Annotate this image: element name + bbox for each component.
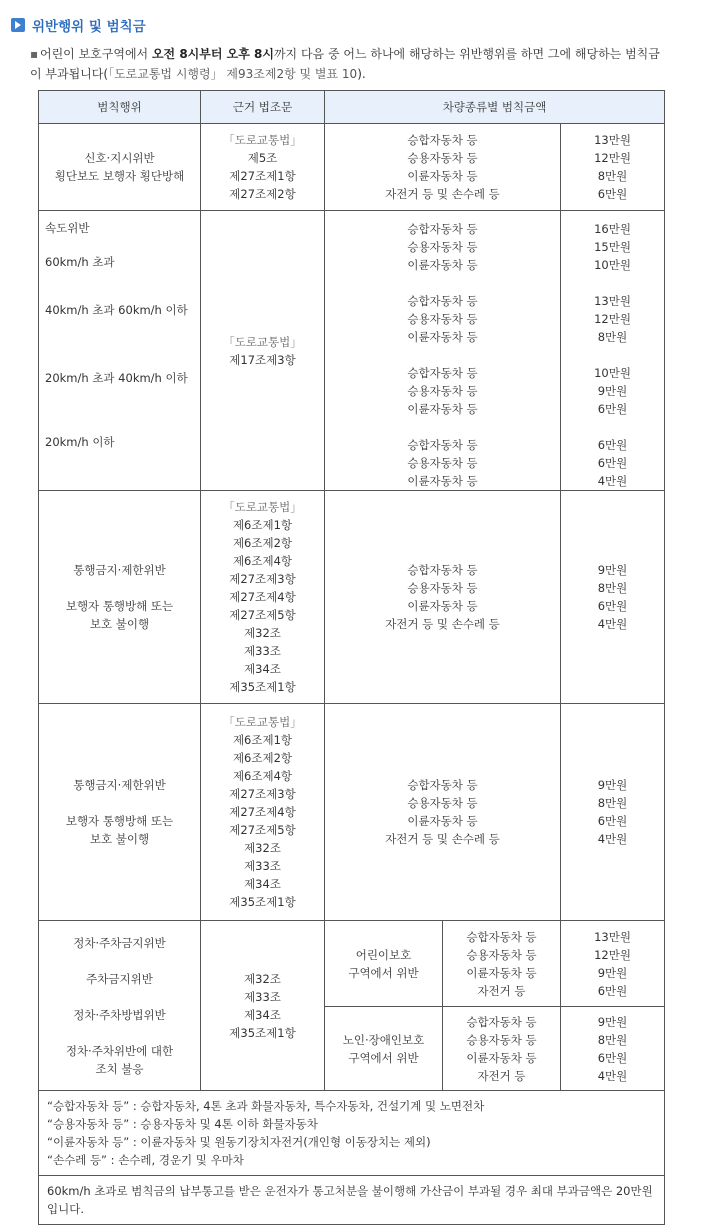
fine-amount: 8만원 [597,581,628,595]
law-article: 제35조제1항 [229,680,296,694]
intro-paragraph [30,44,670,84]
law-article: 제27조제2항 [229,187,296,201]
fine-amount: 13만원 [594,133,631,147]
law-article: 제27조제4항 [229,805,296,819]
vehicle-type: 승합자동차 등 [407,778,478,792]
law-title: 「도로교통법」 [223,715,302,729]
vehicle-type: 승합자동차 등 [407,563,478,577]
law-cell [201,211,325,491]
zone-cell [325,1007,443,1091]
vehicle-cell [325,124,561,211]
law-article: 제27조제1항 [229,169,296,183]
law-article: 제33조 [244,859,281,873]
fine-amount: 12만원 [594,947,631,962]
fines-table [38,90,665,1225]
intro-text: ). [357,67,366,81]
law-article: 제34조 [244,1007,281,1022]
law-article: 제34조 [244,877,281,891]
vehicle-type: 승용자동차 등 [466,1032,537,1047]
act-cell [39,921,201,1091]
fine-amount: 9만원 [597,563,628,577]
zone-text: 어린이보호 [355,947,412,962]
vehicle-type: 승용자동차 등 [466,947,537,962]
vehicle-type: 이륜자동차 등 [466,1050,537,1065]
fine-amount: 13만원 [594,294,631,308]
header-law: 근거 법조문 [201,91,325,124]
vehicle-type: 이륜자동차 등 [407,599,478,613]
footer-note-row [39,1176,665,1225]
fine-cell [561,211,665,491]
vehicle-type: 자전거 등 및 손수레 등 [385,187,500,201]
zone-cell [325,921,443,1007]
law-article: 제6조제4항 [232,554,293,568]
law-article: 제32조 [244,971,281,986]
vehicle-type: 승합자동차 등 [466,929,537,944]
table-row [39,704,665,921]
fine-amount: 9만원 [597,1014,628,1029]
fine-cell [561,1007,665,1091]
vehicle-cell [325,491,561,704]
vehicle-cell [443,921,561,1007]
fine-cell [561,704,665,921]
zone-text: 구역에서 위반 [348,965,419,980]
vehicle-type: 이륜자동차 등 [407,402,478,416]
act-cell [39,211,201,491]
definitions-row [39,1091,665,1176]
act-text: 40km/h 초과 60km/h 이하 [45,303,188,317]
act-text: 보행자 통행방해 또는 [65,599,174,613]
law-article: 제35조제1항 [229,895,296,909]
vehicle-type: 자전거 등 및 손수레 등 [385,832,500,846]
law-title: 「도로교통법」 [223,334,302,349]
section-title-row [11,14,146,36]
fine-amount: 13만원 [594,929,631,944]
vehicle-type: 승합자동차 등 [407,366,478,380]
law-article: 제6조제2항 [232,751,293,765]
table-row [39,921,665,1007]
header-act: 범칙행위 [39,91,201,124]
law-article: 제6조제1항 [232,518,293,532]
fine-amount: 4만원 [597,474,628,488]
fine-amount: 15만원 [594,240,631,254]
fine-amount: 6만원 [597,814,628,828]
act-cell [39,491,201,704]
act-text: 횡단보도 보행자 횡단방해 [54,169,185,183]
vehicle-cell [325,211,561,491]
definition-text: “손수레 등” : 손수레, 경운기 및 우마차 [47,1153,244,1167]
law-article: 제33조 [244,989,281,1004]
vehicle-cell [325,704,561,921]
fine-amount: 9만원 [597,965,628,980]
law-article: 제32조 [244,841,281,855]
fine-cell [561,921,665,1007]
law-cell [201,921,325,1091]
act-text: 정차·주차방법위반 [73,1007,166,1022]
law-article: 제27조제3항 [229,787,296,801]
fine-amount: 8만원 [597,1032,628,1047]
act-text: 속도위반 [45,221,90,235]
law-article: 제34조 [244,662,281,676]
fine-amount: 6만원 [597,599,628,613]
vehicle-type: 자전거 등 및 손수레 등 [385,617,500,631]
act-text: 20km/h 초과 40km/h 이하 [45,371,188,385]
law-article: 제17조제3항 [229,352,296,367]
vehicle-type: 승용자동차 등 [407,312,478,326]
act-text: 통행금지·제한위반 [73,563,166,577]
vehicle-type: 이륜자동차 등 [407,330,478,344]
fine-amount: 8만원 [597,330,628,344]
vehicle-type: 승용자동차 등 [407,240,478,254]
act-text: 신호·지시위반 [84,151,155,165]
table-row [39,211,665,491]
vehicle-type: 이륜자동차 등 [466,965,537,980]
act-text: 정차·주차위반에 대한 [65,1043,174,1058]
zone-text: 구역에서 위반 [348,1050,419,1065]
footer-note-cell: 60km/h 초과로 범칙금의 납부통고를 받은 운전자가 통고처분을 불이행해 가산금이 부과될 경우 최대 부과금액은 20만원입니다. [39,1176,665,1225]
act-text: 보행자 통행방해 또는 [65,814,174,828]
law-article: 제27조제4항 [229,590,296,604]
fine-amount: 6만원 [597,1050,628,1065]
fine-cell [561,124,665,211]
definitions-cell [39,1091,665,1176]
vehicle-type: 이륜자동차 등 [407,169,478,183]
fine-amount: 6만원 [597,402,628,416]
vehicle-type: 이륜자동차 등 [407,258,478,272]
law-article: 제6조제4항 [232,769,293,783]
intro-bold-time: 오전 8시부터 오후 8시 [151,47,274,61]
law-article: 제33조 [244,644,281,658]
intro-law-reference: 「도로교통법 시행령」 제93조제2항 및 별표 10 [108,67,358,81]
fine-amount: 10만원 [594,366,631,380]
law-title: 「도로교통법」 [223,500,302,514]
fine-amount: 16만원 [594,222,631,236]
law-article: 제32조 [244,626,281,640]
law-cell [201,491,325,704]
law-cell [201,124,325,211]
table-header-row [39,91,665,124]
act-text: 통행금지·제한위반 [73,778,166,792]
table-row [39,491,665,704]
fine-amount: 4만원 [597,617,628,631]
vehicle-cell [443,1007,561,1091]
vehicle-type: 자전거 등 [477,1068,526,1083]
fine-amount: 4만원 [597,1068,628,1083]
intro-text: 까지 다음 중 어느 하나에 해당하는 위반행위를 하면 그에 해당하는 범칙금이 부과됩니다( [30,47,660,81]
law-article: 제27조제3항 [229,572,296,586]
law-article: 제27조제5항 [229,608,296,622]
play-bullet-icon [11,18,25,32]
law-cell [201,704,325,921]
vehicle-type: 승합자동차 등 [407,133,478,147]
law-article: 제27조제5항 [229,823,296,837]
law-article: 제6조제1항 [232,733,293,747]
intro-text: 어린이 보호구역에서 [40,47,152,61]
fine-amount: 6만원 [597,187,628,201]
vehicle-type: 승용자동차 등 [407,456,478,470]
act-text: 조치 불응 [95,1061,144,1076]
vehicle-type: 자전거 등 [477,983,526,998]
vehicle-type: 승용자동차 등 [407,384,478,398]
fine-amount: 12만원 [594,312,631,326]
act-text: 보호 불이행 [89,832,150,846]
fine-amount: 12만원 [594,151,631,165]
fine-amount: 10만원 [594,258,631,272]
vehicle-type: 승합자동차 등 [407,222,478,236]
header-fine: 차량종류별 범칙금액 [325,91,665,124]
vehicle-type: 이륜자동차 등 [407,814,478,828]
vehicle-type: 승합자동차 등 [407,438,478,452]
law-title: 「도로교통법」 [223,133,302,147]
fine-amount: 6만원 [597,983,628,998]
law-article: 제6조제2항 [232,536,293,550]
vehicle-type: 승합자동차 등 [466,1014,537,1029]
act-text: 정차·주차금지위반 [73,935,166,950]
act-text: 20km/h 이하 [45,435,115,449]
fine-amount: 4만원 [597,832,628,846]
zone-text: 노인·장애인보호 [342,1032,425,1047]
fine-amount: 6만원 [597,456,628,470]
vehicle-type: 이륜자동차 등 [407,474,478,488]
fine-amount: 8만원 [597,169,628,183]
square-bullet-icon: ▪ [30,47,39,61]
act-cell [39,124,201,211]
definition-text: “승용자동차 등” : 승용자동차 및 4톤 이하 화물자동차 [47,1117,318,1131]
law-article: 제5조 [247,151,278,165]
definition-text: “승합자동차 등” : 승합자동차, 4톤 초과 화물자동차, 특수자동차, 건설기계 및 노면전차 [47,1099,485,1113]
vehicle-type: 승합자동차 등 [407,294,478,308]
definition-text: “이륜자동차 등” : 이륜자동차 및 원동기장치자전거(개인형 이동장치는 제외) [47,1135,431,1149]
act-text: 보호 불이행 [89,617,150,631]
table-row [39,124,665,211]
fine-amount: 6만원 [597,438,628,452]
fine-cell [561,491,665,704]
vehicle-type: 승용자동차 등 [407,581,478,595]
vehicle-type: 승용자동차 등 [407,796,478,810]
law-article: 제35조제1항 [229,1025,296,1040]
fine-amount: 8만원 [597,796,628,810]
act-text: 60km/h 초과 [45,255,115,269]
fine-amount: 9만원 [597,778,628,792]
vehicle-type: 승용자동차 등 [407,151,478,165]
act-cell [39,704,201,921]
section-title: 위반행위 및 범칙금 [32,19,146,35]
act-text: 주차금지위반 [86,971,153,986]
fine-amount: 9만원 [597,384,628,398]
